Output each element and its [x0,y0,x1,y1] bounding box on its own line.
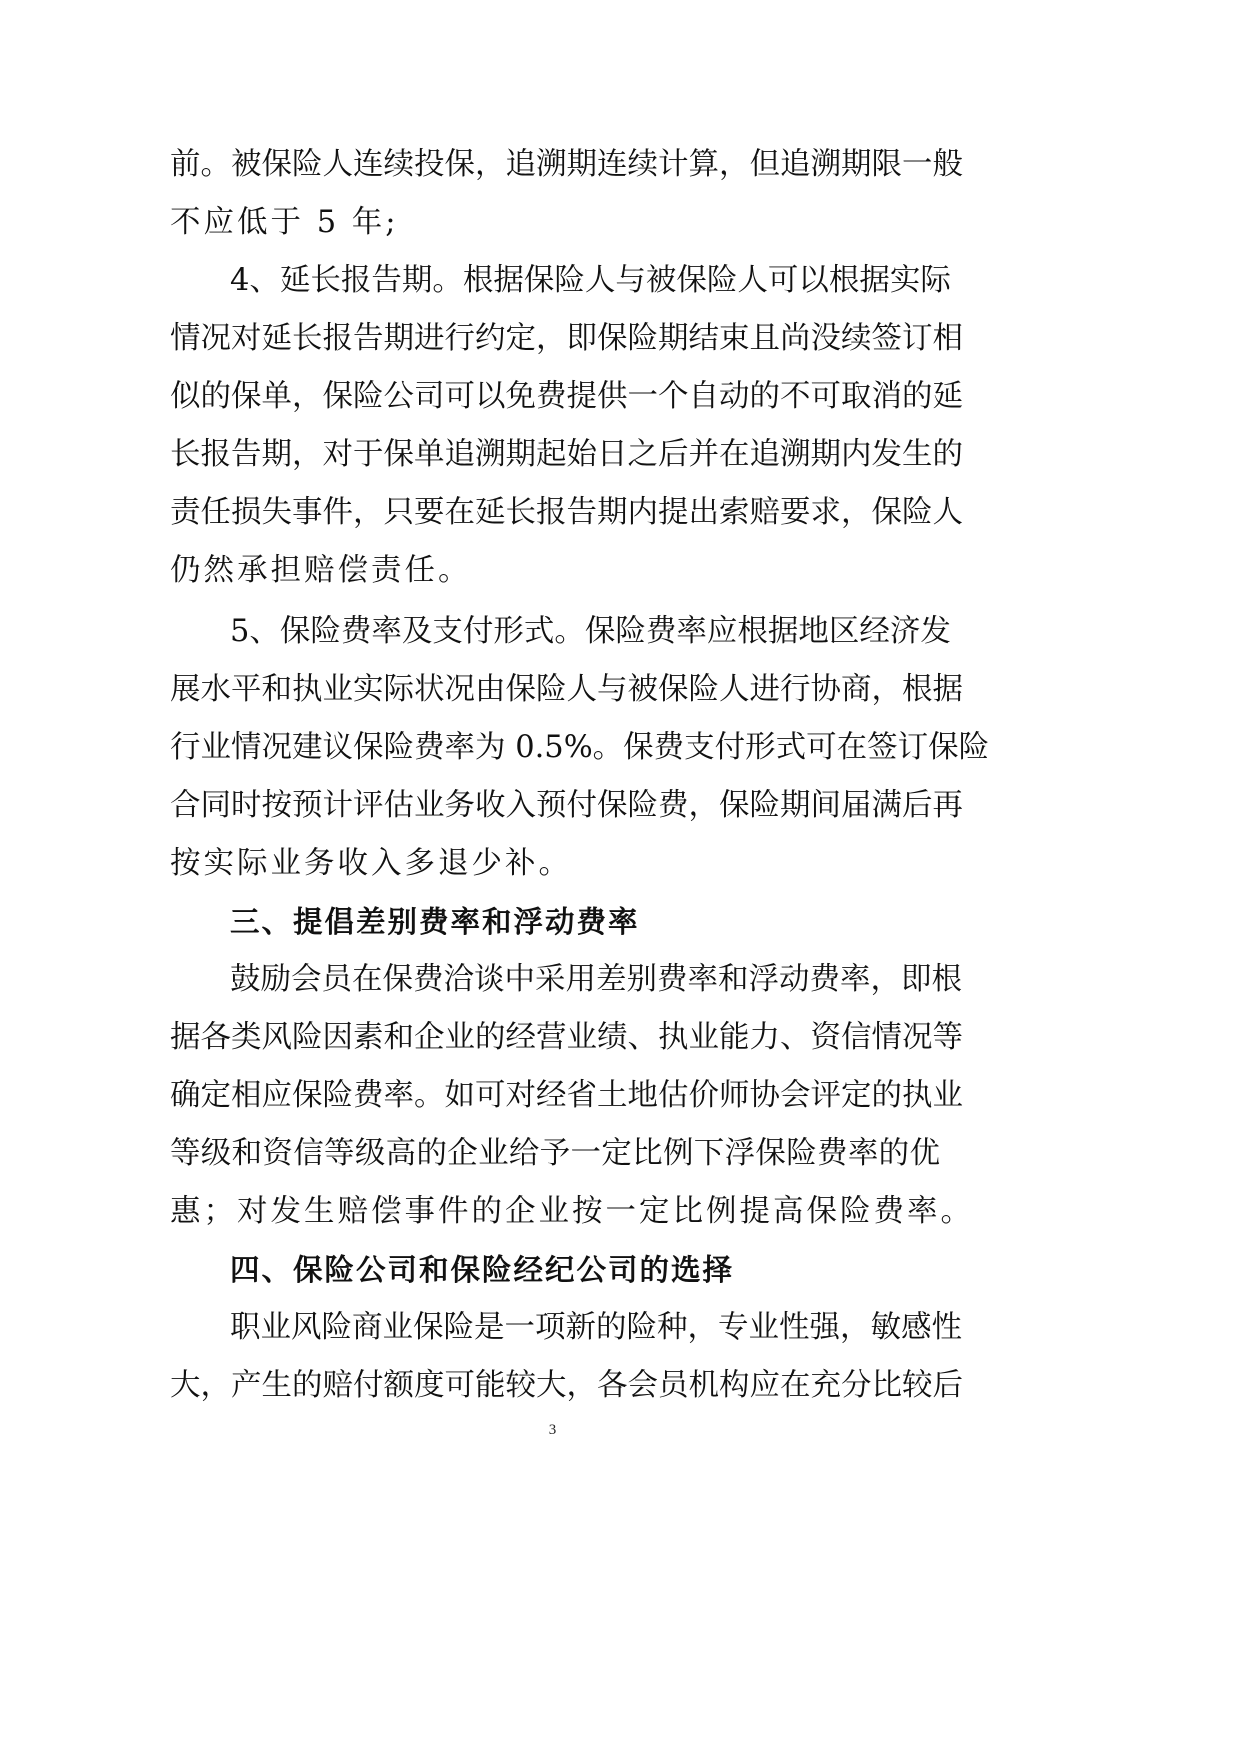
paragraph-line: 展水平和执业实际状况由保险人与被保险人进行协商，根据 [170,672,963,707]
paragraph-line: 大，产生的赔付额度可能较大，各会员机构应在充分比较后 [170,1368,963,1403]
paragraph-line: 确定相应保险费率。如可对经省土地估价师协会评定的执业 [170,1078,963,1113]
section-heading: 四、保险公司和保险经纪公司的选择 [230,1253,735,1287]
paragraph-line: 长报告期，对于保单追溯期起始日之后并在追溯期内发生的 [170,437,963,472]
paragraph-line: 不应低于 5 年; [170,205,399,240]
paragraph-line: 前。被保险人连续投保，追溯期连续计算，但追溯期限一般 [170,147,963,182]
section-heading: 三、提倡差别费率和浮动费率 [230,905,640,939]
paragraph-line: 职业风险商业保险是一项新的险种，专业性强，敏感性 [230,1310,962,1345]
paragraph-line: 仍然承担赔偿责任。 [170,553,472,588]
paragraph-line: 惠；对发生赔偿事件的企业按一定比例提高保险费率。 [170,1194,974,1229]
paragraph-line: 据各类风险因素和企业的经营业绩、执业能力、资信情况等 [170,1020,963,1055]
paragraph-line: 等级和资信等级高的企业给予一定比例下浮保险费率的优 [170,1136,940,1171]
paragraph-line: 行业情况建议保险费率为 0.5%。保费支付形式可在签订保险 [170,730,990,765]
paragraph-line: 4、延长报告期。根据保险人与被保险人可以根据实际 [230,263,951,298]
paragraph-line: 合同时按预计评估业务收入预付保险费，保险期间届满后再 [170,788,963,823]
paragraph-line: 责任损失事件，只要在延长报告期内提出索赔要求，保险人 [170,495,963,530]
paragraph-line: 似的保单，保险公司可以免费提供一个自动的不可取消的延 [170,379,963,414]
page-number: 3 [548,1422,557,1438]
paragraph-line: 情况对延长报告期进行约定，即保险期结束且尚没续签订相 [170,321,963,356]
paragraph-line: 5、保险费率及支付形式。保险费率应根据地区经济发 [230,614,951,649]
paragraph-line: 鼓励会员在保费洽谈中采用差别费率和浮动费率，即根 [230,962,962,997]
paragraph-line: 按实际业务收入多退少补。 [170,846,572,881]
